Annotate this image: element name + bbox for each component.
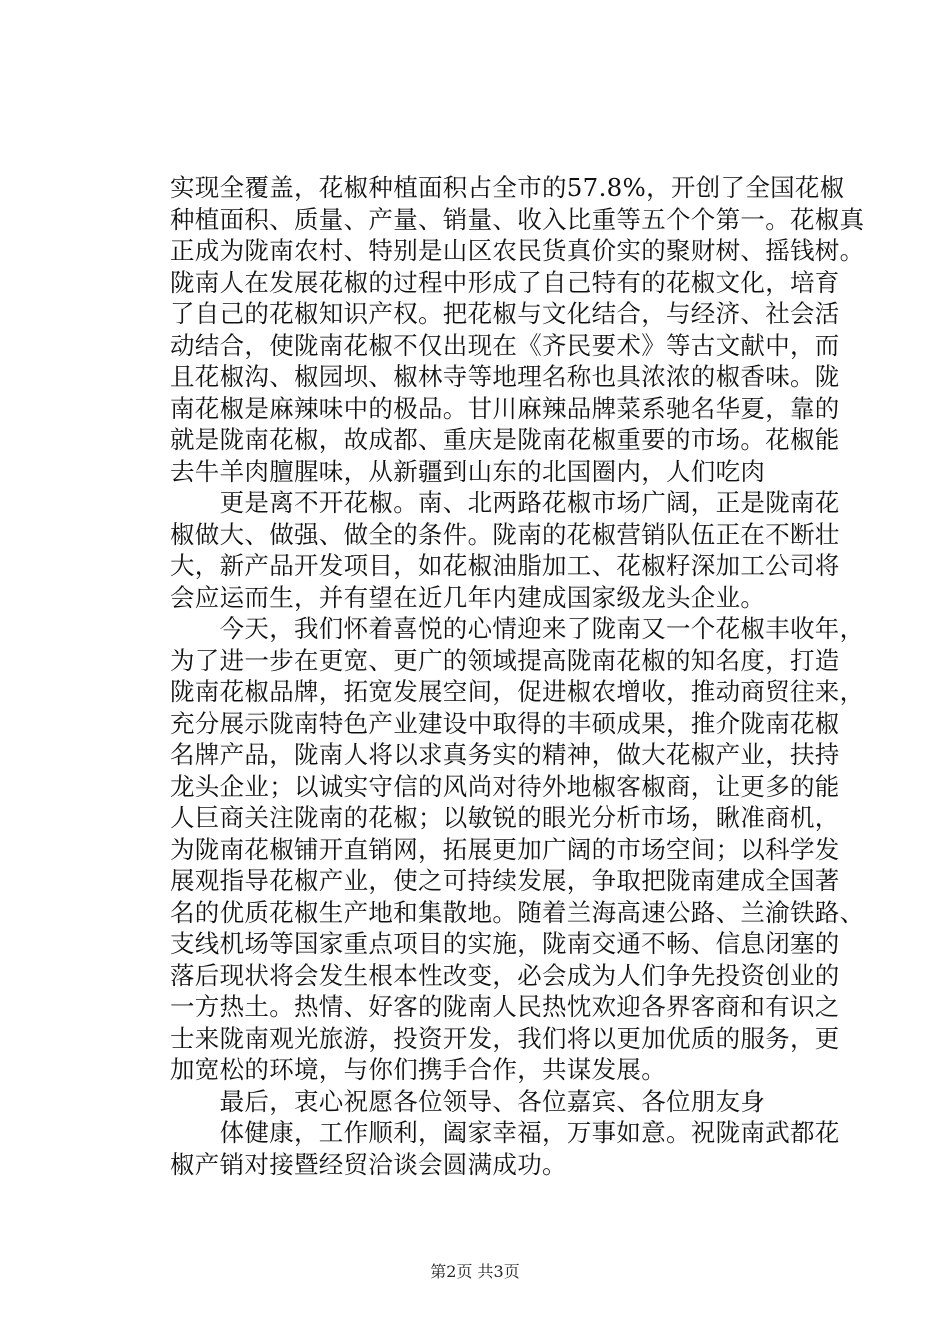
text-line: 陇南人在发展花椒的过程中形成了自己特有的花椒文化，培育 xyxy=(170,267,840,297)
text-line: 落后现状将会发生根本性改变，必会成为人们争先投资创业的 xyxy=(170,960,840,990)
text-line: 实现全覆盖，花椒种植面积占全市的57.8%，开创了全国花椒 xyxy=(170,173,845,202)
text-line: 名牌产品，陇南人将以求真务实的精神，做大花椒产业，扶持 xyxy=(170,740,840,769)
page-number-footer: 第2页 共3页 xyxy=(430,1262,520,1281)
text-line: 加宽松的环境，与你们携手合作，共谋发展。 xyxy=(170,1055,666,1084)
text-line: 陇南花椒品牌，拓宽发展空间，促进椒农增收，推动商贸往来， xyxy=(170,677,865,706)
text-line: 正成为陇南农村、特别是山区农民货真价实的聚财树、摇钱树。 xyxy=(170,236,865,265)
text-line: 就是陇南花椒，故成都、重庆是陇南花椒重要的市场。花椒能 xyxy=(170,425,840,454)
text-line: 会应运而生，并有望在近几年内建成国家级龙头企业。 xyxy=(170,582,766,612)
text-line: 且花椒沟、椒园坝、椒林寺等地理名称也具浓浓的椒香味。陇 xyxy=(170,362,840,391)
text-line: 椒产销对接暨经贸洽谈会圆满成功。 xyxy=(170,1149,567,1179)
document-body xyxy=(170,172,865,1180)
text-line: 士来陇南观光旅游，投资开发，我们将以更加优质的服务，更 xyxy=(170,1023,840,1053)
text-line: 大，新产品开发项目，如花椒油脂加工、花椒籽深加工公司将 xyxy=(170,551,840,580)
text-line: 为了进一步在更宽、更广的领域提高陇南花椒的知名度，打造 xyxy=(170,645,840,675)
text-line: 体健康，工作顺利，阖家幸福，万事如意。祝陇南武都花 xyxy=(170,1118,840,1147)
text-line: 去牛羊肉膻腥味，从新疆到山东的北国圈内，人们吃肉 xyxy=(170,456,766,486)
text-line: 充分展示陇南特色产业建设中取得的丰硕成果，推介陇南花椒 xyxy=(170,708,840,738)
text-line: 了自己的花椒知识产权。把花椒与文化结合，与经济、社会活 xyxy=(170,299,840,328)
text-line: 今天，我们怀着喜悦的心情迎来了陇南又一个花椒丰收年， xyxy=(170,614,865,643)
text-line: 一方热土。热情、好客的陇南人民热忱欢迎各界客商和有识之 xyxy=(170,992,840,1021)
text-line: 椒做大、做强、做全的条件。陇南的花椒营销队伍正在不断壮 xyxy=(170,519,840,549)
text-line: 南花椒是麻辣味中的极品。甘川麻辣品牌菜系驰名华夏，靠的 xyxy=(170,393,840,423)
text-line: 人巨商关注陇南的花椒；以敏锐的眼光分析市场，瞅准商机， xyxy=(170,803,840,832)
text-line: 名的优质花椒生产地和集散地。随着兰海高速公路、兰渝铁路、 xyxy=(170,897,865,927)
text-line: 最后，衷心祝愿各位领导、各位嘉宾、各位朋友身 xyxy=(170,1086,766,1116)
text-line: 动结合，使陇南花椒不仅出现在《齐民要术》等古文献中，而 xyxy=(170,330,840,360)
text-line: 为陇南花椒铺开直销网，拓展更加广阔的市场空间；以科学发 xyxy=(170,834,840,864)
text-line: 更是离不开花椒。南、北两路花椒市场广阔，正是陇南花 xyxy=(170,488,840,517)
text-line: 龙头企业；以诚实守信的风尚对待外地椒客椒商，让更多的能 xyxy=(170,771,840,801)
text-line: 种植面积、质量、产量、销量、收入比重等五个个第一。花椒真 xyxy=(170,204,865,234)
text-line: 展观指导花椒产业，使之可持续发展，争取把陇南建成全国著 xyxy=(170,866,840,895)
text-line: 支线机场等国家重点项目的实施，陇南交通不畅、信息闭塞的 xyxy=(170,929,840,958)
